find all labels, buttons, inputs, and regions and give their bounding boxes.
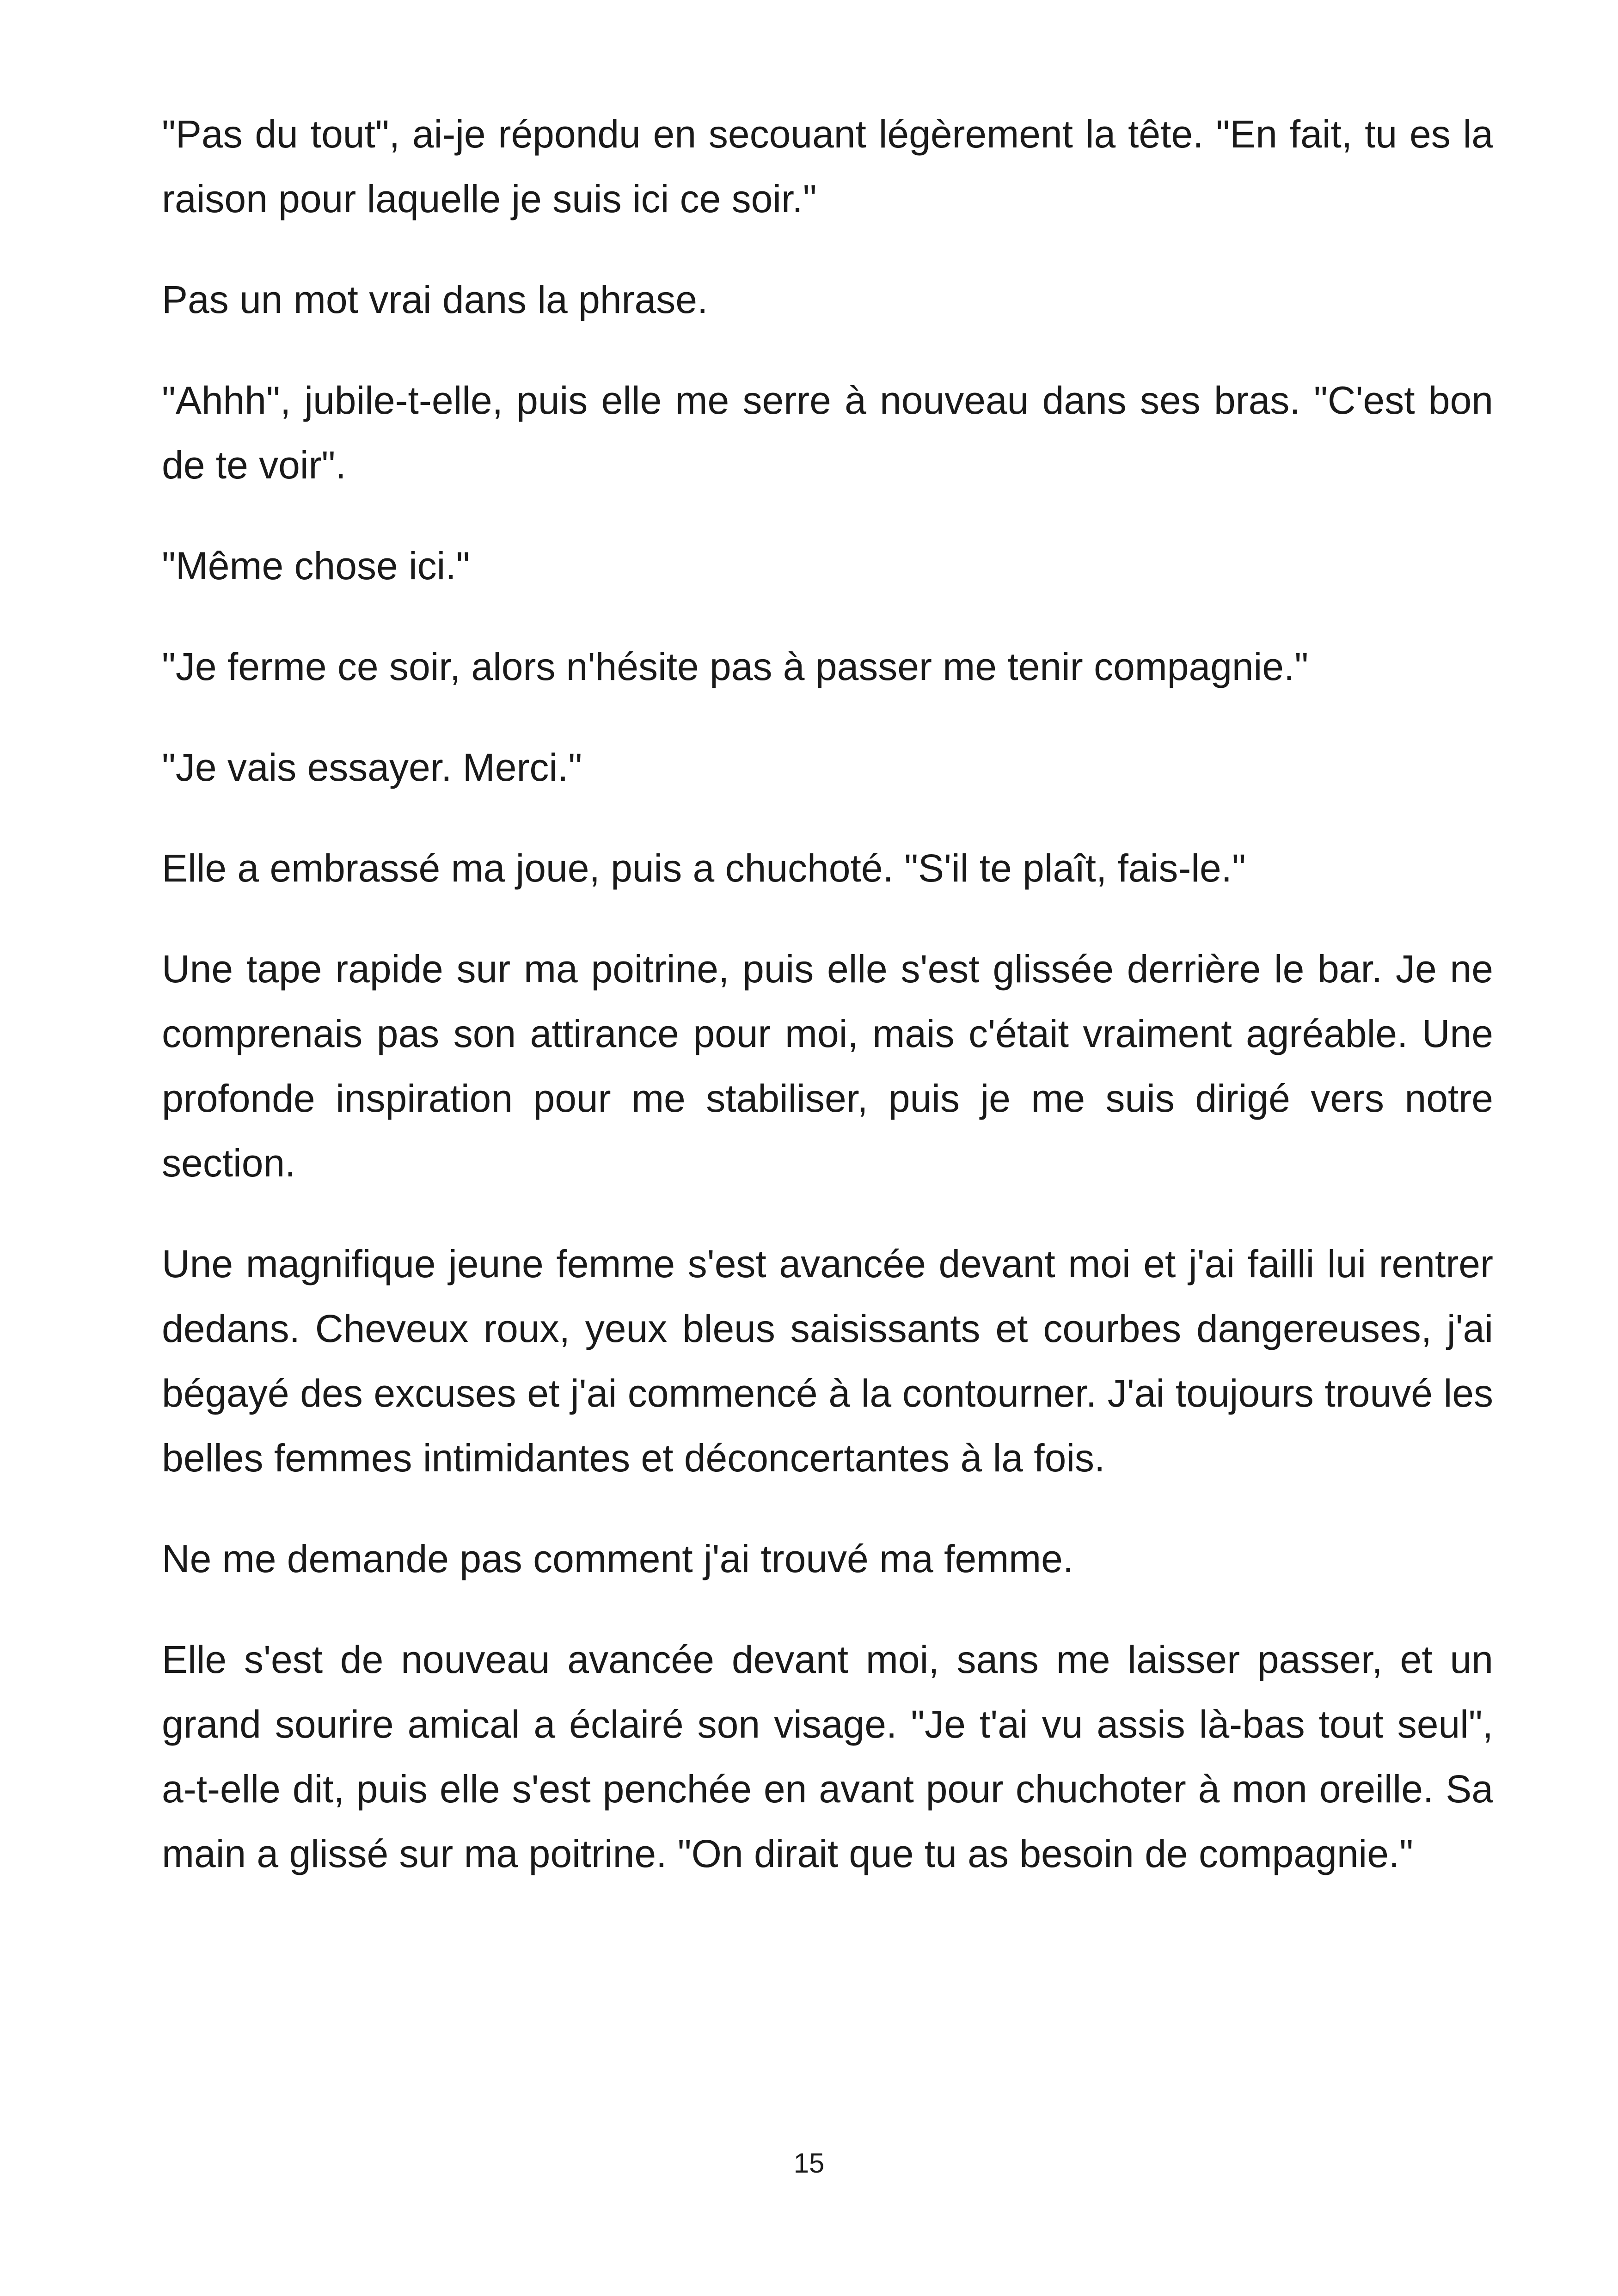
body-text <box>162 102 1493 1922</box>
page-number: 15 <box>793 2148 825 2179</box>
paragraph: "Je ferme ce soir, alors n'hésite pas à passer me tenir compagnie." <box>162 645 1309 688</box>
paragraph: Une tape rapide sur ma poitrine, puis elle s'est glissée derrière le bar. Je ne comprenais pas son attirance pour moi, mais c'était vraiment agréable. Une profonde inspiration pour me stabiliser, puis je me suis dirigé vers notre section. <box>162 947 1493 1185</box>
paragraph: Une magnifique jeune femme s'est avancée devant moi et j'ai failli lui rentrer dedans. Cheveux roux, yeux bleus saisissants et courbes dangereuses, j'ai bégayé des excuses et j'ai commencé à la contourner. J'ai toujours trouvé les belles femmes intimidantes et déconcertantes à la fois. <box>162 1242 1493 1480</box>
paragraph: Elle s'est de nouveau avancée devant moi, sans me laisser passer, et un grand sourire amical a éclairé son visage. "Je t'ai vu assis là-bas tout seul", a-t-elle dit, puis elle s'est penchée en avant pour chuchoter à mon oreille. Sa main a glissé sur ma poitrine. "On dirait que tu as besoin de compagnie." <box>162 1638 1493 1875</box>
paragraph: "Ahhh", jubile-t-elle, puis elle me serre à nouveau dans ses bras. "C'est bon de te voir". <box>162 379 1493 487</box>
paragraph: "Même chose ici." <box>162 544 470 588</box>
paragraph: Ne me demande pas comment j'ai trouvé ma femme. <box>162 1537 1074 1580</box>
paragraph: Elle a embrassé ma joue, puis a chuchoté. "S'il te plaît, fais-le." <box>162 846 1246 890</box>
paragraph: "Pas du tout", ai-je répondu en secouant légèrement la tête. "En fait, tu es la raison pour laquelle je suis ici ce soir." <box>162 112 1493 220</box>
paragraph: "Je vais essayer. Merci." <box>162 746 582 789</box>
paragraph: Pas un mot vrai dans la phrase. <box>162 278 708 321</box>
